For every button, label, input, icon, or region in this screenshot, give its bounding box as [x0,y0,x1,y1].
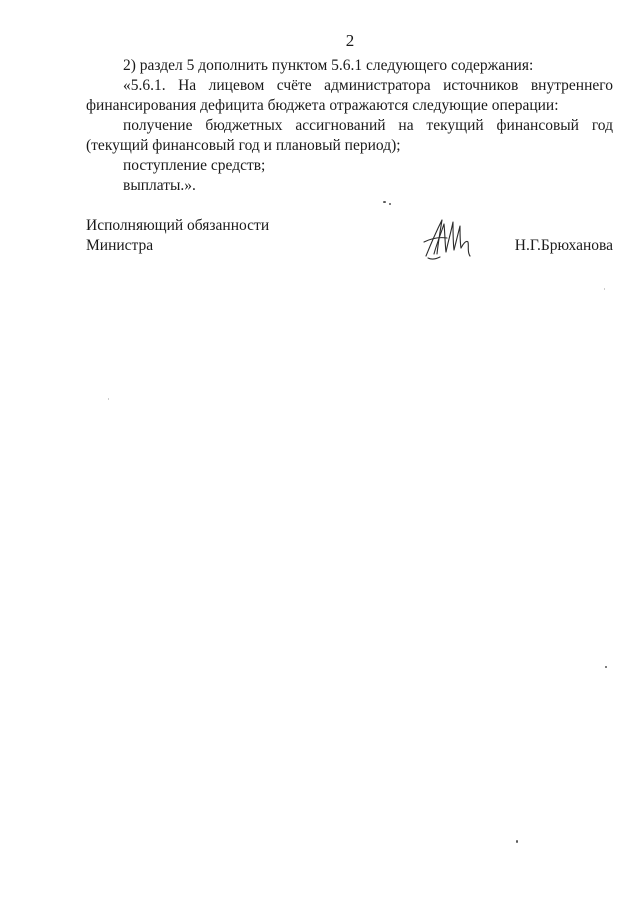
document-body [86,56,613,196]
paragraph-item-2: 2) раздел 5 дополнить пунктом 5.6.1 следующего содержания: [123,57,534,74]
page-number: 2 [345,31,355,50]
signature-block [86,216,613,256]
paragraph-receipts: поступление средств; [123,157,266,174]
scan-speck [605,666,607,668]
signatory-name: Н.Г.Брюханова [514,237,613,254]
scan-speck [389,203,391,205]
paragraph-payments: выплаты.». [123,177,196,194]
signature-icon [420,212,476,264]
signatory-title-line1: Исполняющий обязанности [86,217,270,234]
paragraph-quote-5-6-1: «5.6.1. На лицевом счёте администратора источников внутреннего финансирования дефицита бюджета отражаются следующие операции: [86,77,613,114]
scan-speck [604,288,605,290]
scan-speck [383,201,386,203]
signatory-title-line2: Министра [86,237,154,254]
paragraph-budget-allocations: получение бюджетных ассигнований на текущий финансовый год (текущий финансовый год и плановый период); [86,117,613,154]
scan-speck [516,840,518,843]
scan-speck [108,398,109,400]
